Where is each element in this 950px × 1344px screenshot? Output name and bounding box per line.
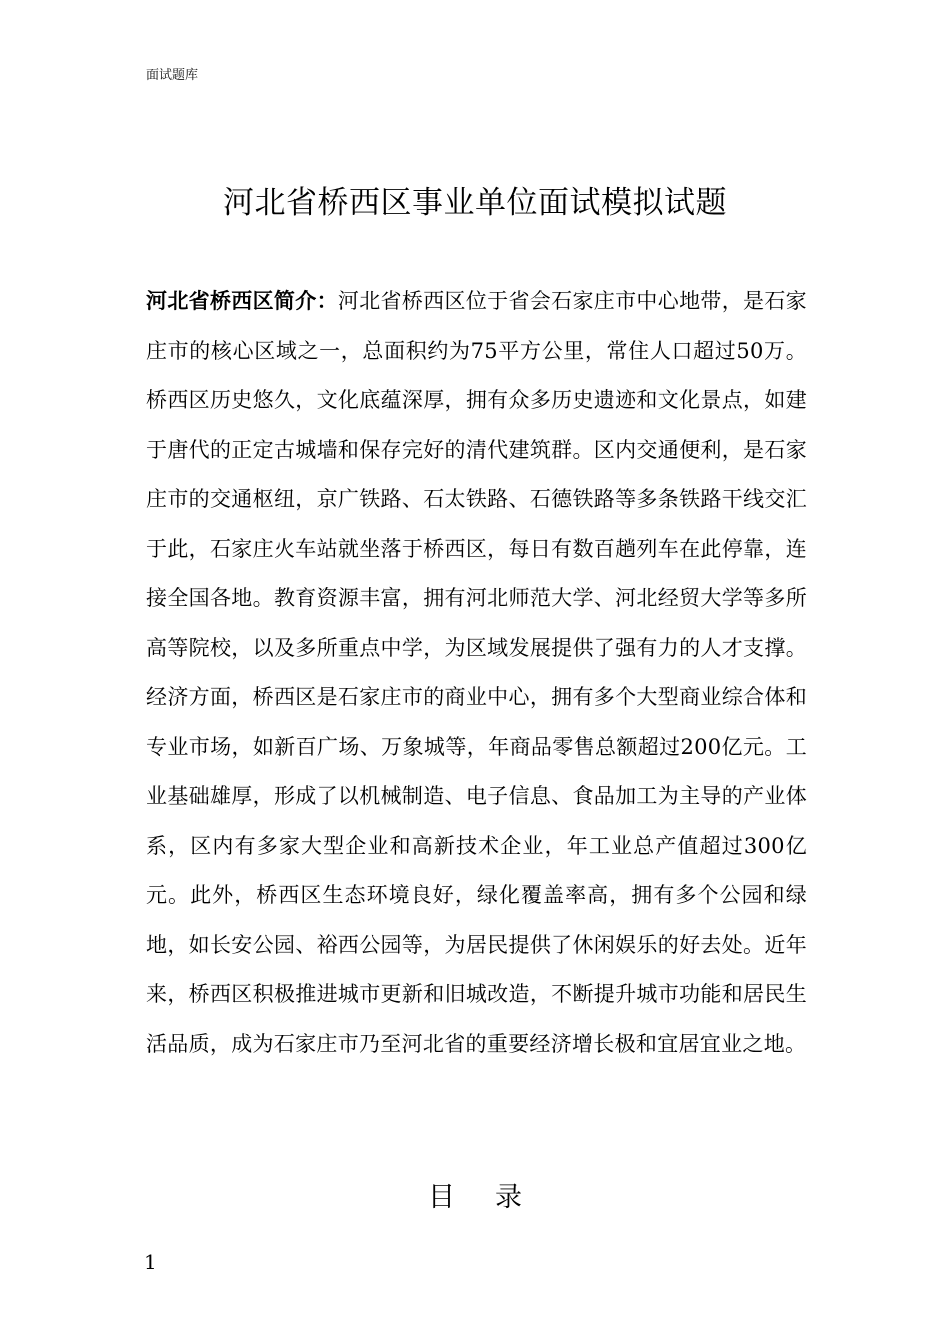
page-number: 1 bbox=[144, 1250, 157, 1274]
running-header: 面试题库 bbox=[146, 68, 199, 83]
toc-heading-char-1: 目 bbox=[428, 1182, 455, 1213]
document-title: 河北省桥西区事业单位面试模拟试题 bbox=[223, 185, 727, 221]
intro-label: 河北省桥西区简介： bbox=[146, 289, 338, 313]
intro-paragraph bbox=[146, 277, 807, 1069]
toc-heading bbox=[0, 1178, 950, 1218]
intro-body-text: 河北省桥西区位于省会石家庄市中心地带，是石家庄市的核心区域之一，总面积约为75平方公里，常住人口超过50万。桥西区历史悠久，文化底蕴深厚，拥有众多历史遗迹和文化景点，如建于唐代的正定古城墙和保存完好的清代建筑群。区内交通便利，是石家庄市的交通枢纽，京广铁路、石太铁路、石德铁路等多条铁路干线交汇于此，石家庄火车站就坐落于桥西区，每日有数百趟列车在此停靠，连接全国各地。教育资源丰富，拥有河北师范大学、河北经贸大学等多所高等院校，以及多所重点中学，为区域发展提供了强有力的人才支撑。经济方面，桥西区是石家庄市的商业中心，拥有多个大型商业综合体和专业市场，如新百广场、万象城等，年商品零售总额超过200亿元。工业基础雄厚，形成了以机械制造、电子信息、食品加工为主导的产业体系，区内有多家大型企业和高新技术企业，年工业总产值超过300亿元。此外，桥西区生态环境良好，绿化覆盖率高，拥有多个公园和绿地，如长安公园、裕西公园等，为居民提供了休闲娱乐的好去处。近年来，桥西区积极推进城市更新和旧城改造，不断提升城市功能和居民生活品质，成为石家庄市乃至河北省的重要经济增长极和宜居宜业之地。 bbox=[146, 289, 807, 1056]
toc-heading-char-2: 录 bbox=[495, 1182, 522, 1213]
